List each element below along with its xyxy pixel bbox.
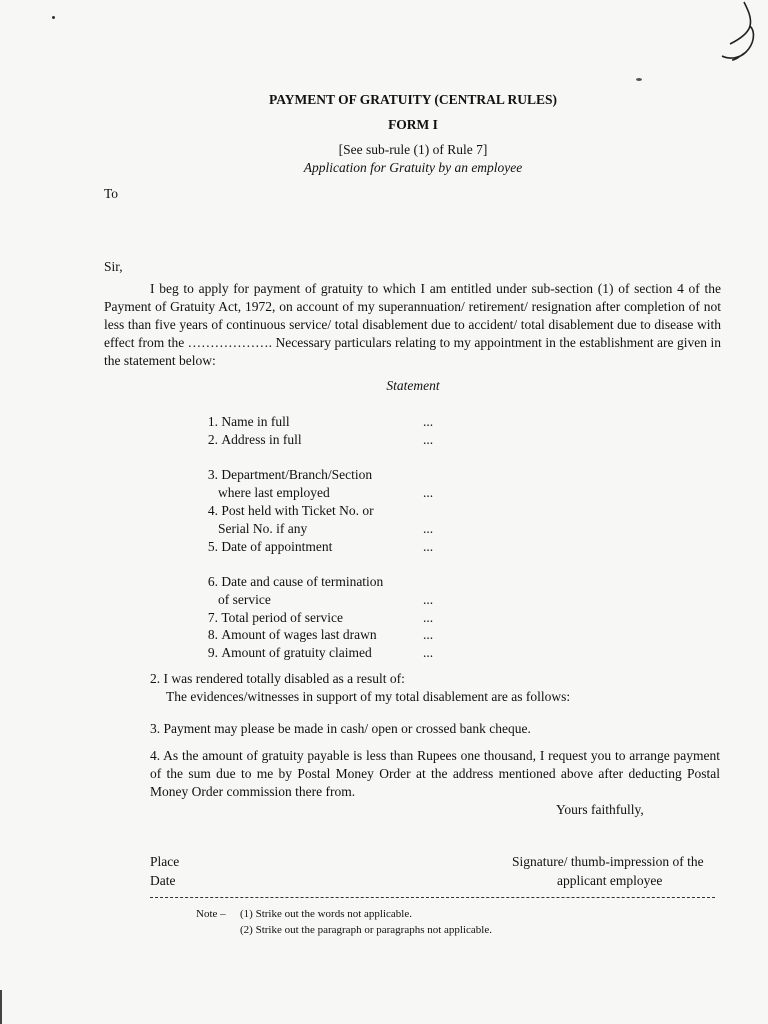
item-label: Total period of service [221,610,344,625]
salutation: Sir, [104,259,123,274]
item-label: Date of appointment [221,539,333,554]
list-item [192,467,372,483]
divider [150,897,715,898]
signature-label: Signature/ thumb-impression of the [512,854,704,869]
list-item [192,574,383,590]
list-item [192,627,377,643]
item-dots: ... [423,521,434,536]
list-item [192,645,372,661]
scan-edge [0,990,2,1024]
list-item [192,432,302,448]
item-number: 3. [207,467,218,482]
item-dots: ... [423,627,434,642]
item-label: Department/Branch/Section [221,467,373,482]
item-dots: ... [423,414,434,429]
list-item [192,503,374,519]
item-dots: ... [423,610,434,625]
item-number: 9. [207,645,218,660]
item-number: 1. [207,414,218,429]
item-label: Name in full [221,414,290,429]
item-label: Date and cause of termination [221,574,384,589]
list-item [192,610,343,626]
item-label: Amount of gratuity claimed [221,645,372,660]
item-label-continued: of service [218,592,271,607]
note-1: (1) Strike out the words not applicable. [240,908,412,920]
item-dots: ... [423,592,434,607]
date-label: Date [150,873,176,888]
handwritten-mark [700,0,768,80]
note-label: Note – [196,908,226,920]
paragraph-4: 4. As the amount of gratuity payable is less than Rupees one thousand, I request you to arrange payment of the sum due to me by Postal Money Order at the address mentioned above after deducting Postal Money Order commission there from. [150,748,720,799]
application-body: I beg to apply for payment of gratuity to which I am entitled under sub-section (1) of section 4 of the Payment of Gratuity Act, 1972, on account of my superannuation/ retirement/ resignation after completion of not less than five years of continuous service/ total disablement due to accident/ total disablement due to disease with effect from the ………………. Necessary particulars relating to my appointment in the establishment are given in the statement below: [104,281,721,368]
item-number: 2. [207,432,218,447]
list-item [192,539,332,555]
item-dots: ... [423,539,434,554]
paragraph-2: 2. I was rendered totally disabled as a result of: [150,671,405,686]
note-2: (2) Strike out the paragraph or paragraphs not applicable. [240,924,492,936]
list-item [192,414,290,430]
signature-label-continued: applicant employee [557,873,663,888]
item-number: 5. [207,539,218,554]
item-label-continued: where last employed [218,485,330,500]
item-number: 6. [207,574,218,589]
scan-speck [52,16,55,19]
item-number: 8. [207,627,218,642]
item-label: Post held with Ticket No. or [221,503,374,518]
addressee-label: To [104,186,119,201]
place-label: Place [150,854,180,869]
item-dots: ... [423,432,434,447]
item-number: 7. [207,610,218,625]
document-title: PAYMENT OF GRATUITY (CENTRAL RULES) [268,92,558,107]
scan-speck [636,78,642,81]
item-dots: ... [423,645,434,660]
item-dots: ... [423,485,434,500]
subrule-reference: [See sub-rule (1) of Rule 7] [338,142,488,157]
item-label-continued: Serial No. if any [218,521,308,536]
paragraph-2-evidence: The evidences/witnesses in support of my total disablement are as follows: [166,689,571,704]
item-number: 4. [207,503,218,518]
statement-heading: Statement [386,378,440,393]
application-subtitle: Application for Gratuity by an employee [303,160,523,175]
closing: Yours faithfully, [556,802,644,817]
item-label: Address in full [221,432,302,447]
item-label: Amount of wages last drawn [221,627,377,642]
form-number: FORM I [388,117,438,132]
paragraph-3: 3. Payment may please be made in cash/ open or crossed bank cheque. [150,721,531,736]
